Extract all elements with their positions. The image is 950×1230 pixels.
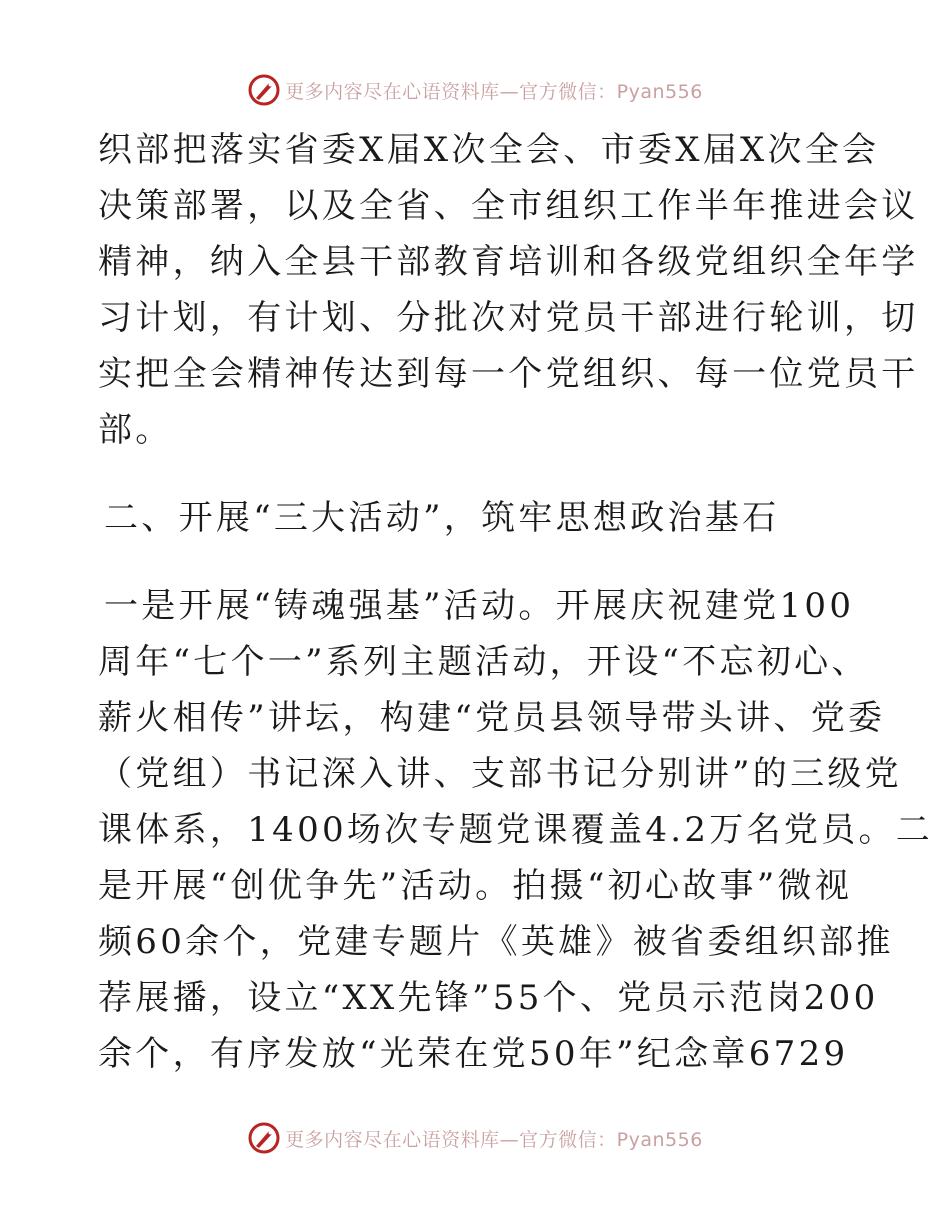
text-line: （党组）书记深入讲、支部书记分别讲”的三级党: [98, 754, 902, 794]
text-line: 周年“七个一”系列主题活动，开设“不忘初心、: [98, 642, 869, 682]
header-banner: [0, 70, 950, 110]
red-seal-pen-logo-icon: [247, 1121, 281, 1155]
text-line: 决策部署，以及全省、全市组织工作半年推进会议: [98, 186, 919, 226]
text-line: 一是开展“铸魂强基”活动。开展庆祝建党100: [104, 586, 855, 626]
text-line: 频60余个，党建专题片《英雄》被省委组织部推: [98, 922, 894, 962]
text-line: 织部把落实省委X届X次全会、市委X届X次全会: [98, 130, 880, 170]
text-line: 部。: [98, 410, 173, 450]
text-line: 实把全会精神传达到每一个党组织、每一位党员干: [98, 354, 919, 394]
banner-text: 更多内容尽在心语资料库—官方微信：Pyan556: [285, 1128, 703, 1151]
paragraph-2: [98, 578, 934, 1082]
text-line: 精神，纳入全县干部教育培训和各级党组织全年学: [98, 242, 919, 282]
text-line: 课体系，1400场次专题党课覆盖4.2万名党员。二: [98, 810, 934, 850]
text-line: 是开展“创优争先”活动。拍摄“初心故事”微视: [98, 866, 853, 906]
footer-banner: [0, 1118, 950, 1158]
banner-text: 更多内容尽在心语资料库—官方微信：Pyan556: [285, 80, 703, 103]
document-body: [98, 122, 934, 1082]
text-line: 薪火相传”讲坛，构建“党员县领导带头讲、党委: [98, 698, 886, 738]
text-line: 习计划，有计划、分批次对党员干部进行轮训，切: [98, 298, 919, 338]
red-seal-pen-logo-icon: [247, 73, 281, 107]
text-line: 余个，有序发放“光荣在党50年”纪念章6729: [98, 1034, 849, 1074]
text-line: 荐展播，设立“XX先锋”55个、党员示范岗200: [98, 978, 879, 1018]
section-heading: 二、开展“三大活动”，筑牢思想政治基石: [104, 498, 780, 538]
paragraph-1: [98, 122, 919, 458]
